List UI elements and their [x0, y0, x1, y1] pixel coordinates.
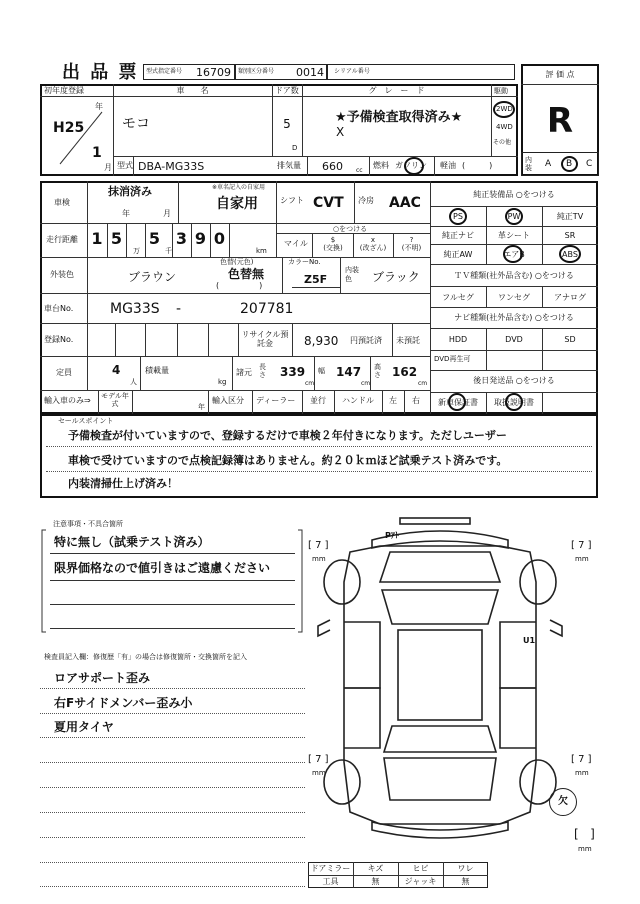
- type-value: DBA-MG33S: [138, 160, 205, 173]
- mileage-km: km: [256, 247, 267, 255]
- tv-fullseg: フルセグ: [442, 293, 474, 302]
- doors-value: 5: [283, 117, 291, 131]
- chassis-dash: -: [176, 301, 182, 317]
- later-warranty: 新車保証書: [438, 398, 478, 407]
- width-value: 147: [336, 365, 362, 379]
- later-title: 後日発送品 ○をつける: [473, 376, 555, 385]
- tv-analog: アナログ: [554, 293, 586, 302]
- mileage-digit-1: 1: [91, 229, 103, 248]
- tv-oneseg: ワンセグ: [498, 293, 530, 302]
- car-diagram: [310, 512, 570, 857]
- sales-point-line2: 車検で受けていますので点検記録簿はありません。約２０ｋｍほど試乗テスト済みです。: [68, 454, 508, 467]
- fuel-paren: ( ): [462, 161, 493, 170]
- category-label: 類別区分番号: [238, 68, 275, 75]
- interior-b: B: [566, 159, 573, 169]
- shaken-value: 抹消済み: [108, 185, 152, 198]
- later-warranty-circle: [448, 393, 466, 411]
- model-year-label: モデル年式: [101, 392, 129, 408]
- first-reg-era-year: H25: [53, 120, 85, 136]
- doors-suffix: D: [292, 144, 298, 152]
- tread-rear-left: [ 7 ]: [308, 754, 329, 765]
- mileage-sen: 千: [165, 247, 172, 255]
- shift-label: シフト: [280, 196, 304, 205]
- import-class-label: 輸入区分: [212, 396, 244, 405]
- int-color-value: ブラック: [372, 270, 420, 284]
- mileage-digit-3: 5: [148, 229, 161, 248]
- color-no-value: Z5F: [304, 273, 328, 286]
- inspector-line1: ロアサポート歪み: [54, 671, 151, 685]
- displacement-cc: cc: [356, 167, 363, 174]
- fuel-diesel: 軽油: [440, 161, 456, 170]
- equip-tv: 純正TV: [556, 212, 584, 221]
- sales-point-line1: 予備検査が付いていますので、登録するだけで車検２年付きになります。ただしユーザー: [68, 429, 507, 442]
- equip-aw: 純正AW: [443, 250, 473, 259]
- length-label: 長さ: [259, 363, 266, 379]
- repaint-value: 色替無: [228, 267, 265, 281]
- displacement-label: 排気量: [277, 161, 301, 170]
- tread-front-left-mm: mm: [312, 555, 326, 563]
- recycle-label: リサイクル預託金: [241, 330, 289, 348]
- sheet-title: 出 品 票: [62, 62, 139, 83]
- notes-line1: 特に無し（試乗テスト済み）: [54, 535, 210, 549]
- capacity-value: 4: [112, 363, 121, 377]
- damage-mark-pa: Pｱﾄ: [385, 531, 399, 540]
- use-note: ※車名記入の自家用: [212, 184, 266, 191]
- notes-line2: 限界価格なので値引きはご遠慮ください: [54, 561, 271, 575]
- legend-jack-value: 無: [461, 877, 470, 886]
- capacity-person: 人: [130, 378, 137, 386]
- grade-line1: ★予備検査取得済み★: [335, 110, 463, 125]
- interior-a: A: [545, 159, 552, 169]
- navi-title: ナビ種類(社外品含む) ○をつける: [454, 313, 574, 322]
- equip-title: 純正装備品 ○をつける: [473, 190, 555, 199]
- navi-sd: SD: [564, 335, 576, 344]
- mileage-man: 万: [133, 247, 140, 255]
- drive-2wd-circle: [493, 101, 515, 118]
- height-value: 162: [392, 365, 418, 379]
- damage-mark-u1: U1: [523, 636, 536, 645]
- chassis-no: 207781: [240, 301, 294, 317]
- notes-label: 注意事項・不具合箇所: [53, 520, 123, 528]
- equip-ps: PS: [453, 212, 463, 221]
- car-name: モコ: [122, 116, 150, 132]
- tread-rear-left-mm: mm: [312, 769, 326, 777]
- ac-value: AAC: [389, 195, 421, 211]
- later-manual-circle: [505, 393, 523, 411]
- mileage-digit-2: 5: [110, 229, 123, 248]
- tv-title: ＴＶ種類(社外品含む) ○をつける: [454, 271, 574, 280]
- recycle-unpaid: 未預託: [396, 336, 420, 345]
- interior-b-circle: [561, 156, 578, 172]
- legend-door-mirror: ドアミラー: [310, 864, 351, 873]
- grade-line2: X: [336, 125, 345, 139]
- sales-point-line3: 内装清掃仕上げ済み！: [68, 477, 178, 490]
- legend-break: ワレ: [457, 864, 474, 873]
- mile-label: マイル: [284, 239, 308, 248]
- tread-rear-right-mm: mm: [575, 769, 589, 777]
- model-cert-no: 16709: [196, 66, 231, 79]
- tread-front-right-mm: mm: [575, 555, 589, 563]
- chassis-prefix: MG33S: [110, 301, 160, 317]
- legend-tools-value: 無: [371, 877, 380, 886]
- recycle-paid: 円預託済: [350, 336, 382, 345]
- dvd-playback: DVD再生可: [434, 355, 471, 363]
- doors-label: ドア数: [275, 86, 299, 95]
- mileage-label: 走行距離: [46, 235, 78, 244]
- first-reg-year-suffix: 年: [95, 102, 103, 111]
- chassis-label: 車台No.: [44, 304, 74, 313]
- grade-label: グ レ ー ド: [368, 86, 425, 95]
- equip-abs: ABS: [562, 250, 578, 259]
- tread-front-right: [ 7 ]: [571, 540, 592, 551]
- mileage-digit-6: 0: [213, 229, 226, 248]
- color-label: 外装色: [50, 270, 74, 279]
- equip-leather: 革シート: [498, 231, 530, 240]
- spare-tread-mm: mm: [578, 845, 592, 853]
- spare-tire-mark: 欠: [558, 796, 568, 807]
- length-cm: cm: [305, 380, 315, 387]
- shaken-month: 月: [163, 209, 171, 218]
- first-reg-month: 1: [92, 145, 102, 161]
- length-value: 339: [280, 365, 306, 379]
- later-manual: 取扱説明書: [494, 398, 534, 407]
- equip-navi: 純正ナビ: [442, 231, 474, 240]
- equip-pw: PW: [507, 212, 521, 221]
- reg-no-label: 登録No.: [44, 335, 74, 344]
- sales-points-label: セールスポイント: [58, 417, 114, 425]
- drive-4wd: 4WD: [496, 123, 513, 131]
- mileage-tampered: x (改ざん): [359, 236, 387, 252]
- car-name-label: 車 名: [176, 86, 209, 95]
- fuel-gasoline-circle: [404, 157, 424, 175]
- import-dealer: ディーラー: [256, 396, 296, 405]
- mileage-digit-4: 3: [175, 229, 188, 248]
- navi-hdd: HDD: [448, 335, 468, 344]
- width-label: 幅: [318, 367, 325, 375]
- tread-front-left: [ 7 ]: [308, 540, 329, 551]
- equip-airbag: エアB: [503, 250, 525, 259]
- drive-2wd: 2WD: [496, 105, 513, 113]
- load-label: 積載量: [145, 366, 169, 375]
- shift-value: CVT: [313, 195, 344, 211]
- mileage-unknown: ? (不明): [401, 236, 422, 252]
- first-reg-month-suffix: 月: [104, 163, 112, 172]
- handle-label: ハンドル: [342, 396, 374, 405]
- color-value: ブラウン: [128, 270, 177, 284]
- inspector-line3: 夏用タイヤ: [54, 720, 114, 734]
- fuel-gasoline: ガソリン: [395, 161, 427, 170]
- import-parallel: 並行: [310, 396, 326, 405]
- spec-label: 諸元: [236, 368, 252, 377]
- load-kg: kg: [218, 378, 227, 386]
- drive-label: 駆動: [494, 87, 508, 95]
- first-reg-label: 初年度登録: [44, 86, 84, 95]
- ac-label: 冷房: [358, 196, 374, 205]
- inspector-line2: 右Fサイドメンバー歪み小: [54, 696, 193, 710]
- equip-pw-circle: [505, 208, 523, 225]
- equip-abs-circle: [559, 245, 581, 263]
- import-label: 輸入車のみ⇒: [44, 396, 91, 405]
- rating-label: 評 価 点: [545, 70, 575, 79]
- equip-ps-circle: [449, 208, 467, 225]
- drive-other: その他: [493, 139, 512, 146]
- tread-rear-right: [ 7 ]: [571, 754, 592, 765]
- serial-label: シリアル番号: [334, 68, 370, 75]
- rating-value: R: [546, 101, 574, 141]
- fuel-label: 燃料: [373, 161, 389, 170]
- equip-airbag-circle: [503, 245, 523, 263]
- equip-sr: SR: [564, 231, 576, 240]
- type-label: 型式: [117, 161, 133, 170]
- width-cm: cm: [361, 380, 371, 387]
- handle-left: 左: [389, 396, 397, 405]
- model-cert-label: 型式指定番号: [146, 68, 183, 75]
- height-cm: cm: [418, 380, 428, 387]
- height-label: 高さ: [374, 363, 381, 379]
- legend-crack: ヒビ: [412, 864, 429, 873]
- spare-tread: [ ]: [574, 827, 595, 841]
- mileage-circle-note: ○をつける: [333, 225, 368, 233]
- legend-tools: 工具: [322, 877, 339, 886]
- category-no: 0014: [296, 66, 324, 79]
- legend-jack: ジャッキ: [404, 877, 437, 886]
- int-color-label: 内装色: [345, 266, 359, 283]
- navi-dvd: DVD: [505, 335, 523, 344]
- repaint-paren: ( ): [216, 281, 263, 290]
- handle-right: 右: [412, 396, 420, 405]
- capacity-label: 定員: [56, 368, 72, 377]
- shaken-label: 車検: [54, 198, 70, 207]
- mileage-digit-5: 9: [194, 229, 207, 248]
- inspector-label: 検査員記入欄：修復歴「有」の場合は修復箇所・交換箇所を記入: [44, 653, 247, 661]
- recycle-value: 8,930: [304, 334, 339, 348]
- color-no-label: カラーNo.: [288, 258, 321, 266]
- interior-label: 内装: [525, 156, 532, 172]
- shaken-year: 年: [122, 209, 130, 218]
- displacement-value: 660: [322, 160, 343, 173]
- use-value: 自家用: [216, 196, 258, 212]
- model-year-suffix: 年: [198, 403, 205, 411]
- repaint-label: 色替(元色): [220, 258, 254, 266]
- interior-c: C: [586, 159, 593, 169]
- mileage-exchange: $ (交換): [323, 236, 343, 252]
- legend-scratch: キズ: [367, 864, 384, 873]
